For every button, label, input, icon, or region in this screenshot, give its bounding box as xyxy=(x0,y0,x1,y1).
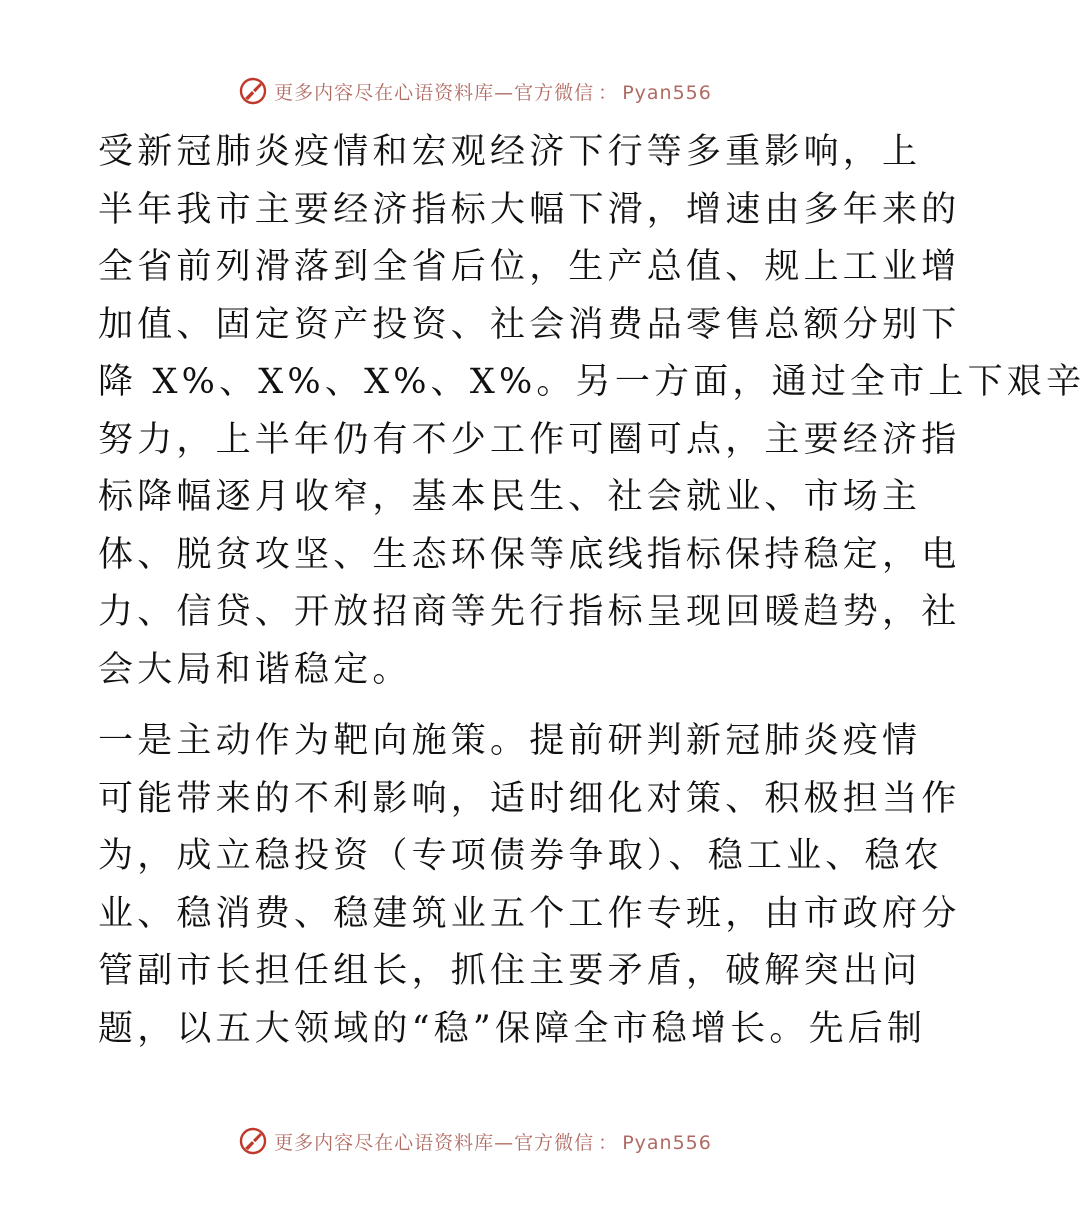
text-line: 业、稳消费、稳建筑业五个工作专班，由市政府分 xyxy=(98,893,961,934)
text-line: 力、信贷、开放招商等先行指标呈现回暖趋势，社 xyxy=(98,592,961,632)
footer-official: 官方微信 xyxy=(514,1131,595,1154)
header-wechat-id: Pyan556 xyxy=(622,81,712,104)
text-line: 为，成立稳投资（专项债券争取）、稳工业、稳农 xyxy=(98,836,943,876)
footer-text xyxy=(274,1128,712,1155)
text-line: 标降幅逐月收窄，基本民生、社会就业、市场主 xyxy=(98,477,922,517)
footer-dash: — xyxy=(494,1131,515,1154)
text-line: 一是主动作为靶向施策。提前研判新冠肺炎疫情 xyxy=(98,721,922,761)
paragraph-gap xyxy=(98,699,858,713)
paragraph-2 xyxy=(98,713,961,1058)
header-brand: 更多内容尽在心语资料库 xyxy=(274,81,495,104)
text-line: 题，以五大领域的“稳”保障全市稳增长。先后制 xyxy=(98,1008,927,1049)
header-banner xyxy=(0,74,950,108)
header-official: 官方微信 xyxy=(514,81,595,104)
header-separator: ： xyxy=(598,81,619,104)
text-line: 受新冠肺炎疫情和宏观经济下行等多重影响，上 xyxy=(98,132,922,172)
red-quill-logo-icon xyxy=(238,76,268,106)
text-line: 管副市长担任组长，抓住主要矛盾，破解突出问 xyxy=(98,951,922,991)
text-line: 体、脱贫攻坚、生态环保等底线指标保持稳定，电 xyxy=(98,534,961,575)
text-line: 会大局和谐稳定。 xyxy=(98,649,412,690)
red-quill-logo-icon xyxy=(238,1126,268,1156)
footer-wechat-id: Pyan556 xyxy=(622,1131,712,1154)
text-line: 半年我市主要经济指标大幅下滑，增速由多年来的 xyxy=(98,189,961,230)
footer-separator: ： xyxy=(598,1131,619,1154)
text-line: 全省前列滑落到全省后位，生产总值、规上工业增 xyxy=(98,247,961,287)
text-line: 努力，上半年仍有不少工作可圈可点，主要经济指 xyxy=(98,419,961,460)
text-line: 可能带来的不利影响，适时细化对策、积极担当作 xyxy=(98,778,961,819)
text-line: 加值、固定资产投资、社会消费品零售总额分别下 xyxy=(98,304,961,345)
text-line: 降 X%、X%、X%、X%。另一方面，通过全市上下艰辛 xyxy=(98,362,1085,402)
document-body xyxy=(98,124,1085,1058)
paragraph-1 xyxy=(98,124,1085,699)
header-text xyxy=(274,78,712,105)
header-dash: — xyxy=(494,81,515,104)
footer-brand: 更多内容尽在心语资料库 xyxy=(274,1131,495,1154)
footer-banner xyxy=(0,1124,950,1158)
